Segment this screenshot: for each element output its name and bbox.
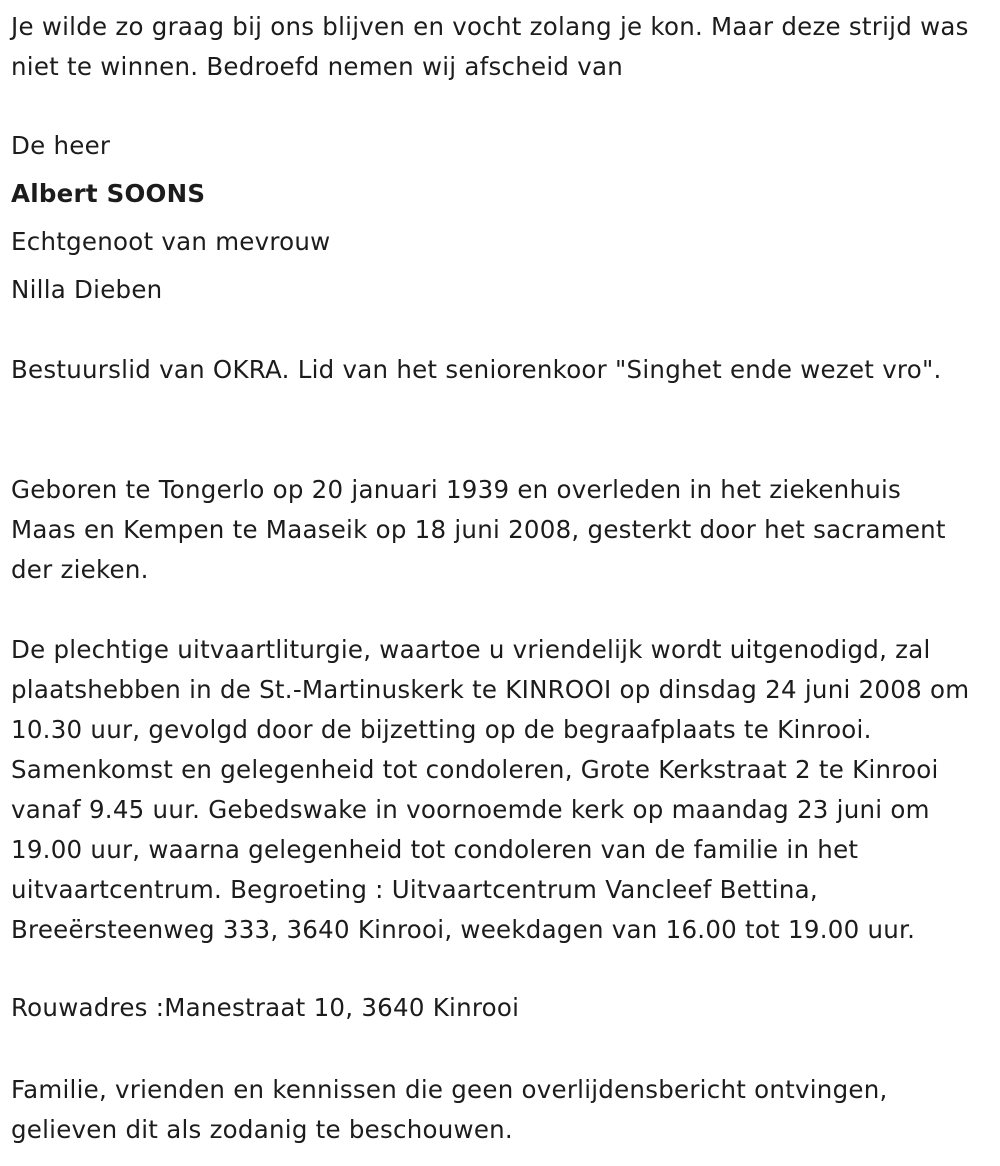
spouse-label: Echtgenoot van mevrouw [11, 227, 331, 256]
intro-paragraph: Je wilde zo graag bij ons blijven en vocht zolang je kon. Maar deze strijd was niet te winnen. Bedroefd nemen wij afscheid van [11, 12, 969, 81]
closing-paragraph: Familie, vrienden en kennissen die geen overlijdensbericht ontvingen, gelieven dit als zodanig te beschouwen. [11, 1075, 888, 1144]
mourning-address: Rouwadres :Manestraat 10, 3640 Kinrooi [11, 993, 520, 1022]
deceased-title: De heer [11, 131, 111, 160]
birth-death-paragraph: Geboren te Tongerlo op 20 januari 1939 en overleden in het ziekenhuis Maas en Kempen te Maaseik op 18 juni 2008, gesterkt door het sacrament der zieken. [11, 475, 946, 584]
funeral-paragraph: De plechtige uitvaartliturgie, waartoe u vriendelijk wordt uitgenodigd, zal plaatshebben in de St.-Martinuskerk te KINROOI op dinsdag 24 juni 2008 om 10.30 uur, gevolgd door de bijzetting op de begraafplaats te Kinrooi. Samenkomst en gelegenheid tot condoleren, Grote Kerkstraat 2 te Kinrooi vanaf 9.45 uur. Gebedswake in voornoemde kerk op maandag 23 juni om 19.00 uur, waarna gelegenheid tot condoleren van de familie in het uitvaartcentrum. Begroeting : Uitvaartcentrum Vancleef Bettina, Breeërsteenweg 333, 3640 Kinrooi, weekdagen van 16.00 tot 19.00 uur. [11, 635, 970, 944]
spouse-name: Nilla Dieben [11, 275, 163, 304]
deceased-name: Albert SOONS [11, 179, 206, 208]
memberships-paragraph: Bestuurslid van OKRA. Lid van het seniorenkoor "Singhet ende wezet vro". [11, 355, 942, 384]
